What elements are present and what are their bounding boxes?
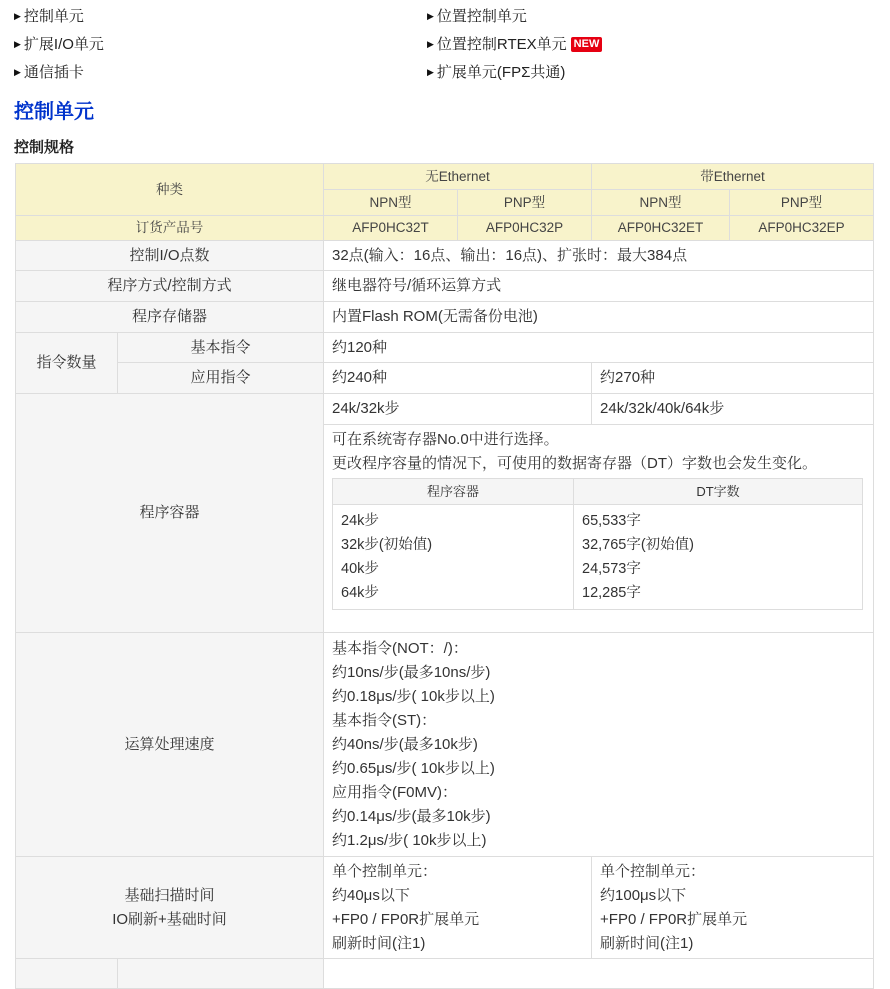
nav-link-rtex[interactable]	[427, 33, 602, 54]
pnp-header: PNP型	[730, 190, 874, 216]
speed-line: 约0.14μs/步(最多10k步)	[332, 807, 491, 825]
capacity-note: 可在系统寄存器No.0中进行选择。	[332, 431, 559, 448]
capacity-cell	[333, 505, 574, 610]
speed-line: 基本指令(ST)：	[332, 711, 437, 729]
order-number-label: 订货产品号	[16, 216, 324, 241]
model-number: AFP0HC32ET	[592, 216, 730, 241]
speed-line: 约1.2μs/步( 10k步以上)	[332, 831, 487, 849]
page-title: 控制单元	[14, 101, 94, 123]
link-label: 位置控制RTEX单元	[436, 36, 567, 53]
nav-link-expansion[interactable]	[427, 61, 565, 82]
type-header: 种类	[16, 164, 324, 216]
capacity-value: 64k步	[341, 585, 379, 601]
nav-link-position-control[interactable]	[427, 5, 527, 26]
dt-col-header: DT字数	[574, 479, 863, 505]
scan-line: 约40μs以下	[332, 886, 410, 904]
scan-line: 刷新时间(注1)	[600, 934, 694, 952]
link-label: 控制单元	[23, 8, 84, 25]
scan-time-value	[592, 857, 874, 959]
program-memory-label: 程序存储器	[16, 302, 324, 333]
arrow-right-icon: ▶	[427, 67, 434, 77]
scan-line: 约100μs以下	[600, 886, 687, 904]
program-capacity-value: 24k/32k/40k/64k步	[592, 394, 874, 425]
app-instruction-value: 约240种	[324, 363, 592, 394]
scan-line: 刷新时间(注1)	[332, 934, 426, 952]
program-memory-value: 内置Flash ROM(无需备份电池)	[324, 302, 874, 333]
arrow-right-icon: ▶	[14, 11, 21, 21]
dt-value: 32,765字(初始值)	[582, 537, 695, 553]
dt-value: 24,573字	[582, 561, 641, 577]
capacity-value: 24k步	[341, 513, 379, 529]
io-points-value: 32点(输入：16点、输出：16点)、扩张时：最大384点	[324, 241, 874, 271]
scan-line: 单个控制单元：	[600, 862, 706, 880]
arrow-right-icon: ▶	[427, 39, 434, 49]
next-row-cell	[324, 959, 874, 989]
nav-link-comm-card[interactable]	[14, 61, 84, 82]
program-capacity-details	[324, 425, 874, 633]
nav-link-io-unit[interactable]	[14, 33, 104, 54]
model-number: AFP0HC32EP	[730, 216, 874, 241]
npn-header: NPN型	[324, 190, 458, 216]
next-row-cell	[16, 959, 118, 989]
speed-line: 约0.65μs/步( 10k步以上)	[332, 759, 495, 777]
link-label: 通信插卡	[23, 64, 84, 81]
arrow-right-icon: ▶	[427, 11, 434, 21]
link-label: 扩展I/O单元	[23, 36, 104, 53]
link-label: 扩展单元(FPΣ共通)	[436, 64, 566, 81]
link-label: 位置控制单元	[436, 8, 527, 25]
scan-time-label	[16, 857, 324, 959]
scan-time-value	[324, 857, 592, 959]
program-capacity-value: 24k/32k步	[324, 394, 592, 425]
app-instruction-value: 约270种	[592, 363, 874, 394]
app-instruction-label: 应用指令	[118, 363, 324, 394]
model-number: AFP0HC32T	[324, 216, 458, 241]
speed-line: 约0.18μs/步( 10k步以上)	[332, 687, 495, 705]
speed-line: 约40ns/步(最多10k步)	[332, 735, 478, 753]
dt-value: 65,533字	[582, 513, 641, 529]
arrow-right-icon: ▶	[14, 39, 21, 49]
no-ethernet-header: 无Ethernet	[324, 164, 592, 190]
spec-table	[15, 163, 874, 989]
capacity-value: 32k步(初始值)	[341, 537, 433, 553]
scan-line: +FP0 / FP0R扩展单元	[332, 910, 480, 928]
scan-line: 单个控制单元：	[332, 862, 438, 880]
nav-link-control-unit[interactable]	[14, 5, 84, 26]
model-number: AFP0HC32P	[458, 216, 592, 241]
capacity-value: 40k步	[341, 561, 379, 577]
speed-line: 约10ns/步(最多10ns/步)	[332, 663, 491, 681]
basic-instruction-label: 基本指令	[118, 333, 324, 363]
program-capacity-label: 程序容器	[16, 394, 324, 633]
npn-header: NPN型	[592, 190, 730, 216]
section-title: 控制规格	[14, 139, 75, 156]
next-row-cell	[118, 959, 324, 989]
capacity-col-header: 程序容器	[333, 479, 574, 505]
pnp-header: PNP型	[458, 190, 592, 216]
scan-line: +FP0 / FP0R扩展单元	[600, 910, 748, 928]
arrow-right-icon: ▶	[14, 67, 21, 77]
program-method-value: 继电器符号/循环运算方式	[324, 271, 874, 302]
scan-label-line: IO刷新+基础时间	[112, 910, 227, 928]
program-method-label: 程序方式/控制方式	[16, 271, 324, 302]
capacity-table	[332, 478, 863, 610]
dt-cell	[574, 505, 863, 610]
with-ethernet-header: 带Ethernet	[592, 164, 874, 190]
dt-value: 12,285字	[582, 585, 641, 601]
new-badge: NEW	[571, 37, 603, 52]
capacity-note: 更改程序容量的情况下，可使用的数据寄存器（DT）字数也会发生变化。	[332, 455, 817, 472]
speed-line: 基本指令(NOT：/)：	[332, 639, 468, 657]
basic-instruction-value: 约120种	[324, 333, 874, 363]
speed-line: 应用指令(F0MV)：	[332, 783, 457, 801]
processing-speed-value	[324, 633, 874, 857]
instruction-count-label: 指令数量	[16, 333, 118, 394]
processing-speed-label: 运算处理速度	[16, 633, 324, 857]
io-points-label: 控制I/O点数	[16, 241, 324, 271]
scan-label-line: 基础扫描时间	[124, 886, 215, 904]
